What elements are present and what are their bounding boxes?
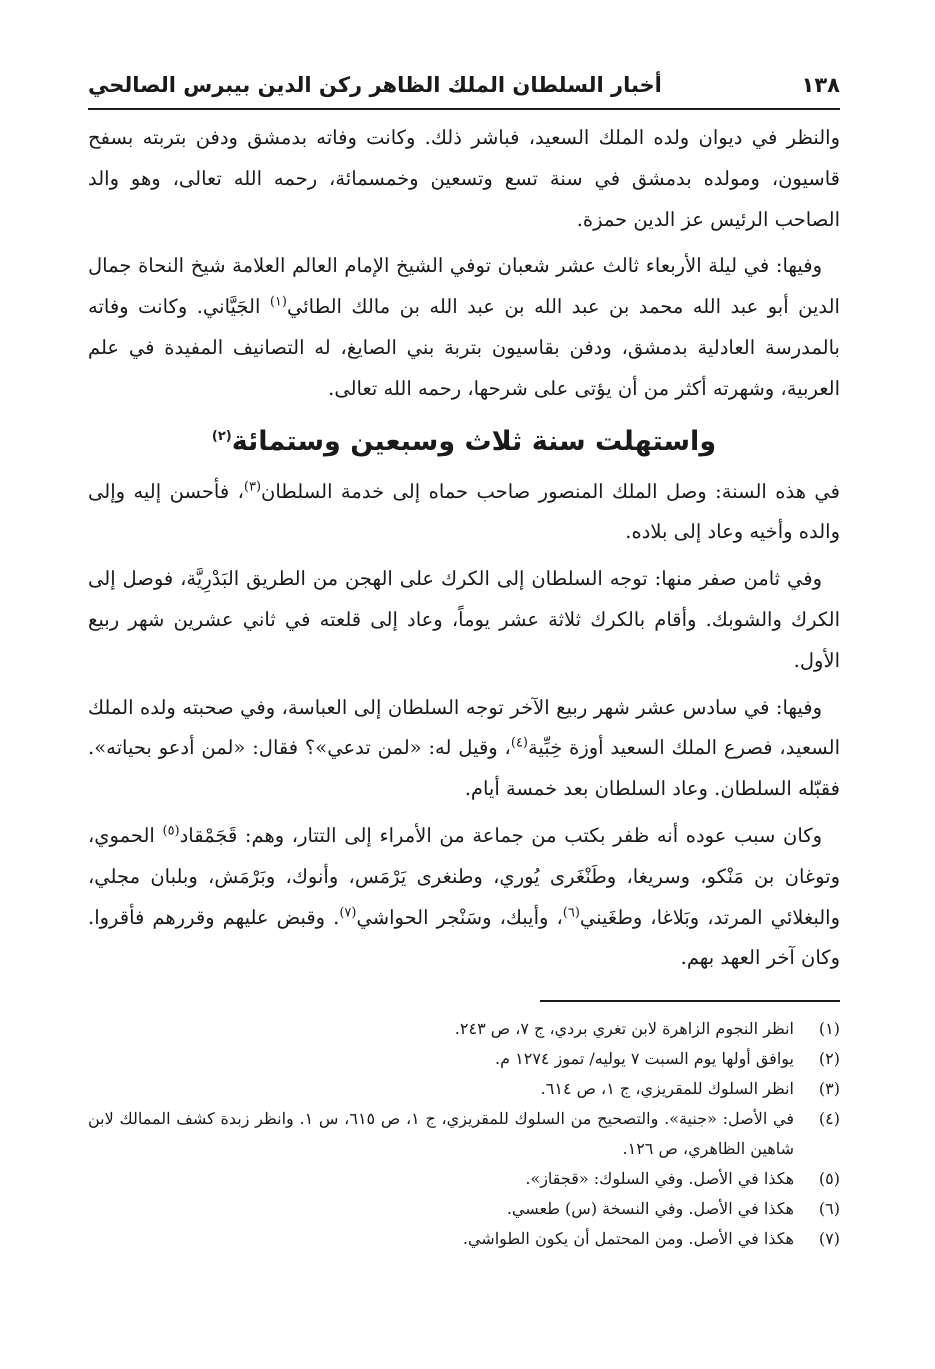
footnotes [88,1014,840,1254]
footnote-ref[interactable]: (٢) [211,428,232,444]
footnote-item: (٣) انظر السلوك للمقريزي، ج ١، ص ٦١٤. [540,1079,840,1098]
footnote-item: (١) انظر النجوم الزاهرة لابن تغري بردي، ج ٧، ص ٢٤٣. [454,1019,840,1038]
paragraph-2: وفيها: في ليلة الأربعاء ثالث عشر شعبان توفي الشيخ الإمام العالم العلامة شيخ النحاة جمال الدين أبو عبد الله محمد بن عبد الله بن عبد الله بن مالك الطائي$^{(١)}$ الجَيَّاني. وكانت وفاته بالمدرسة العادلية بدمشق، ودفن بقاسيون بتربة بني الصايغ، له التصانيف المفيدة في علم العربية، وشهرته أكثر من أن يؤتى على شرحها، رحمه الله تعالى. [88,254,840,400]
paragraph-6: وكان سبب عوده أنه ظفر بكتب من جماعة من الأمراء إلى التتار، وهم: قَجَمْقاد$^{(٥)}$ الحموي، وتوغان بن مَنْكو، وسريغا، وطَنْغَرى يُوري، وطنغرى يَرْمَس، وأنوك، وبَرْمَش، وبلبان مجلي، والبغلائي المرتد، وبَلاغا، وطغَيني$^{(٦)}$، وأيبك، وسَنْجر الحواشي$^{(٧)}$. وقبض عليهم وقررهم فأقروا. وكان آخر العهد بهم. [88,823,841,970]
footnote-ref[interactable]: (٤) [510,735,528,751]
section-heading: واستهلت سنة ثلاث وسبعين وستمائة$^{(٢)}$ [211,425,717,457]
footnote-divider [540,1000,840,1002]
paragraph-3: في هذه السنة: وصل الملك المنصور صاحب حماه إلى خدمة السلطان$^{(٣)}$، فأحسن إليه وإلى والده وأخيه وعاد إلى بلاده. [88,479,840,544]
footnote-item: (٦) هكذا في الأصل. وفي النسخة (س) طعسي. [506,1199,840,1218]
running-title: أخبار السلطان الملك الظاهر ركن الدين بيبرس الصالحي [88,73,662,97]
footnote-item: (٤) في الأصل: «جنية». والتصحيح من السلوك للمقريزي، ج ١، ص ٦١٥، س ١. وانظر زبدة كشف الممالك لابن شاهين الظاهري، ص ١٢٦. [88,1109,840,1158]
page-number: ١٣٨ [801,73,840,97]
footnote-item: (٧) هكذا في الأصل. ومن المحتمل أن يكون الطواشي. [462,1229,840,1248]
footnote-ref[interactable]: (٥) [162,823,180,839]
page-header [88,62,840,110]
paragraph-1: والنظر في ديوان ولده الملك السعيد، فباشر ذلك. وكانت وفاته بدمشق ودفن بتربته بسفح قاسيون، ومولده بدمشق في سنة تسع وتسعين وخمسمائة، رحمه الله تعالى، وهو والد الصاحب الرئيس عز الدين حمزة. [88,126,840,231]
paragraph-5: وفيها: في سادس عشر شهر ربيع الآخر توجه السلطان إلى العباسة، وفي صحبته ولده الملك السعيد، فصرع الملك السعيد أوزة خِبِّية$^{(٤)}$، وقيل له: «لمن تدعي»؟ فقال: «لمن أدعو بحياته». فقبّله السلطان. وعاد السلطان بعد خمسة أيام. [88,695,840,801]
footnote-ref[interactable]: (٣) [243,479,262,495]
footnote-item: (٥) هكذا في الأصل. وفي السلوك: «قجقاز». [525,1169,840,1188]
footnote-ref[interactable]: (٦) [562,905,580,921]
footnote-ref[interactable]: (٧) [339,905,357,921]
main-text [88,118,840,985]
footnote-ref[interactable]: (١) [269,294,287,310]
footnote-item: (٢) يوافق أولها يوم السبت ٧ يوليه/ تموز ١٢٧٤ م. [495,1049,840,1068]
paragraph-4: وفي ثامن صفر منها: توجه السلطان إلى الكرك على الهجن من الطريق البَدْرِيَّة، فوصل إلى الكرك والشوبك. وأقام بالكرك ثلاثة عشر يوماً، وعاد إلى قلعته في ثاني عشرين شهر ربيع الأول. [88,567,840,672]
